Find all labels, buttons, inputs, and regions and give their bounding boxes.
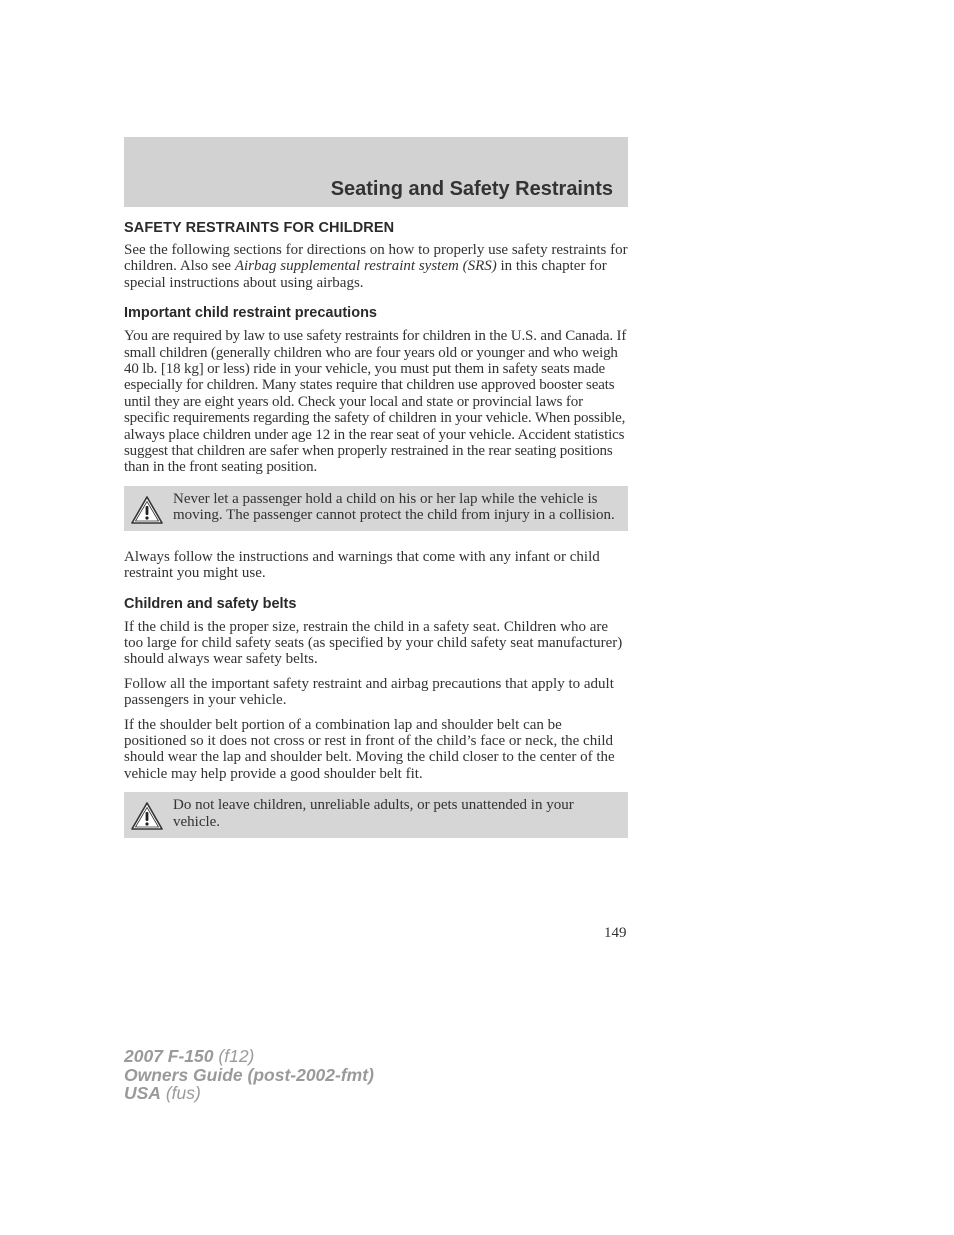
precautions-heading: Important child restraint precautions — [124, 305, 377, 322]
section-intro: See the following sections for directions on how to properly use safety restraints for children. Also see Airbag supplemental restraint system (SRS) in this chapter for special instructions about using airbags. — [124, 242, 628, 291]
warning-box-unattended — [124, 792, 628, 838]
belts-paragraph-2: Follow all the important safety restraint and airbag precautions that apply to adult passengers in your vehicle. — [124, 675, 614, 709]
warning-text-unattended: Do not leave children, unreliable adults, or pets unattended in your vehicle. — [173, 797, 574, 830]
footer-line-model: 2007 F-150 (f12) — [124, 1046, 255, 1066]
page-content — [124, 220, 628, 838]
belts-heading: Children and safety belts — [124, 595, 297, 612]
follow-instructions-paragraph: Always follow the instructions and warnings that come with any infant or child restraint you might use. — [124, 548, 600, 582]
precautions-paragraph: You are required by law to use safety restraints for children in the U.S. and Canada. If small children (generally children who are four years old or younger and who weigh 40 lb. [18 kg] or less) ride in your vehicle, you must put them in safety seats made especially for children. Many states require that children use approved booster seats until they are eight years old. Check your local and state or provincial laws for specific requirements regarding the safety of children in your vehicle. When possible, always place children under age 12 in the rear seat of your vehicle. Accident statistics suggest that children are safer when properly restrained in the rear seating positions than in the front seating position. — [124, 328, 627, 476]
belts-paragraph-3: If the shoulder belt portion of a combination lap and shoulder belt can be positioned so it does not cross or rest in front of the child’s face or neck, the child should wear the lap and shoulder belt. Moving the child closer to the center of the vehicle may help provide a good shoulder belt fit. — [124, 716, 615, 782]
document-footer — [124, 1047, 374, 1103]
warning-text-lap: Never let a passenger hold a child on his or her lap while the vehicle is moving. The passenger cannot protect the child from injury in a collision. — [173, 490, 615, 524]
srs-reference: Airbag supplemental restraint system (SRS) — [234, 258, 497, 275]
footer-line-market: USA (fus) — [124, 1083, 201, 1103]
warning-triangle-icon — [130, 801, 164, 831]
belts-paragraph-1: If the child is the proper size, restrain the child in a safety seat. Children who are too large for child safety seats (as specified by your child safety seat manufacturer) should always wear safety belts. — [124, 618, 623, 668]
section-title: SAFETY RESTRAINTS FOR CHILDREN — [124, 220, 395, 236]
chapter-title: Seating and Safety Restraints — [330, 178, 613, 200]
chapter-header — [124, 137, 628, 207]
warning-box-lap — [124, 486, 628, 531]
page-number: 149 — [604, 925, 627, 941]
footer-line-guide: Owners Guide (post-2002-fmt) — [124, 1064, 374, 1085]
warning-triangle-icon — [130, 495, 164, 525]
